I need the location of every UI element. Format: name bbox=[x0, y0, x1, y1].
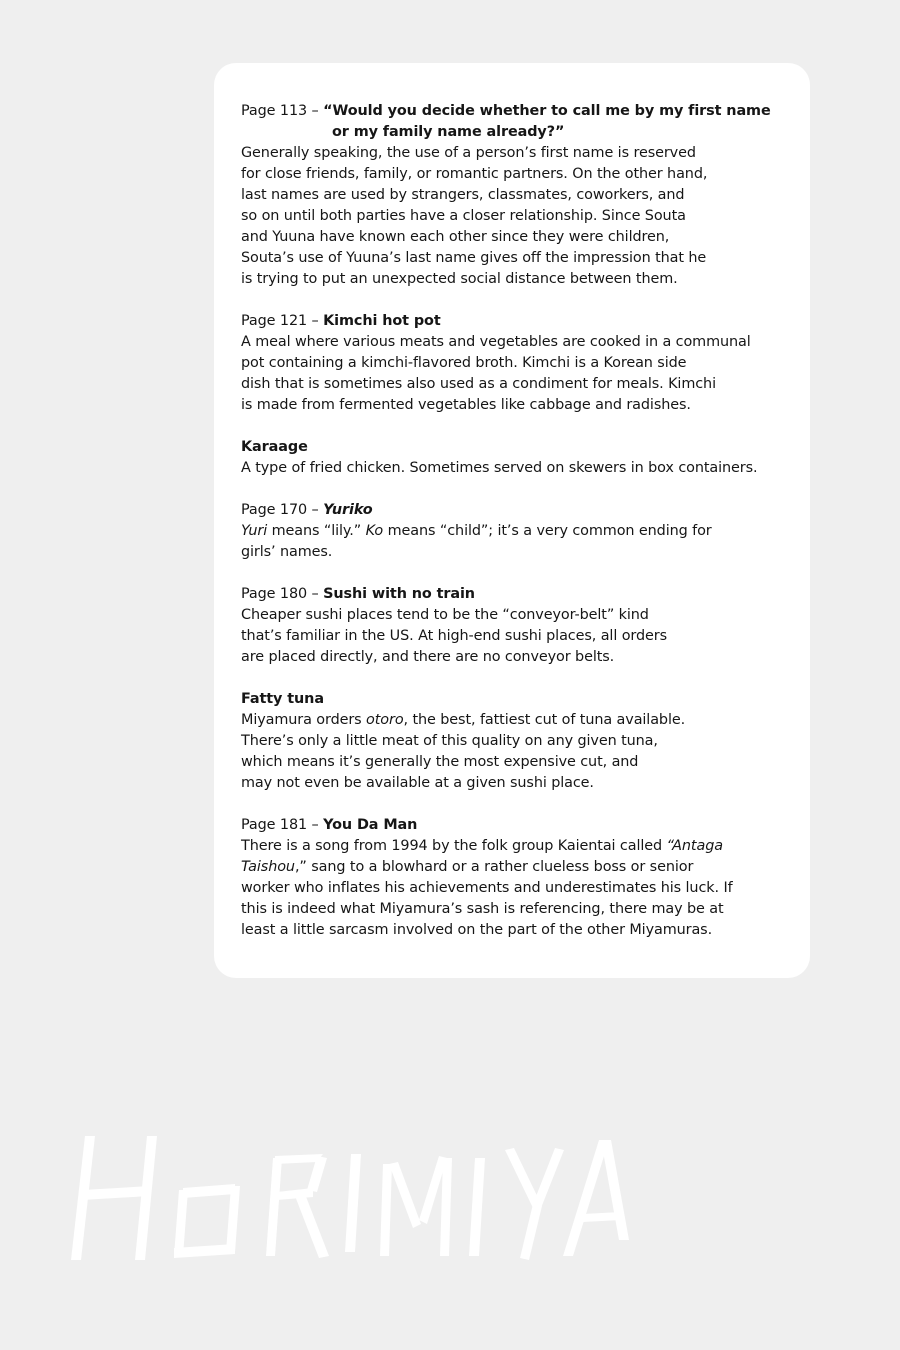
note-line: dish that is sometimes also used as a condiment for meals. Kimchi bbox=[241, 376, 716, 392]
note-line: A type of fried chicken. Sometimes served on skewers in box containers. bbox=[241, 460, 758, 476]
term-ko: Ko bbox=[365, 523, 384, 539]
note-line: this is indeed what Miyamura’s sash is referencing, there may be at bbox=[241, 901, 724, 917]
note-title: Yuriko bbox=[323, 502, 373, 518]
song-title: “Antaga bbox=[666, 838, 723, 854]
note-line: Cheaper sushi places tend to be the “conveyor-belt” kind bbox=[241, 607, 649, 623]
note-line bbox=[241, 857, 786, 878]
note-text: ,” sang to a blowhard or a rather clueless boss or senior bbox=[294, 859, 694, 875]
term-yuri: Yuri bbox=[241, 523, 268, 539]
note-line bbox=[241, 836, 786, 857]
note-title: Fatty tuna bbox=[241, 691, 324, 707]
note-line: and Yuuna have known each other since they were children, bbox=[241, 229, 670, 245]
note-line: pot containing a kimchi-flavored broth. Kimchi is a Korean side bbox=[241, 355, 687, 371]
note-text: There is a song from 1994 by the folk group Kaientai called bbox=[241, 838, 667, 854]
note-line bbox=[241, 710, 786, 731]
note-line: worker who inflates his achievements and underestimates his luck. If bbox=[241, 880, 733, 896]
note-line bbox=[241, 521, 786, 542]
note-title: “Would you decide whether to call me by my first name bbox=[323, 103, 771, 119]
note-page-170 bbox=[241, 500, 786, 563]
note-page-180 bbox=[241, 584, 786, 668]
note-line: A meal where various meats and vegetables are cooked in a communal bbox=[241, 334, 751, 350]
note-text: , the best, fattiest cut of tuna available. bbox=[403, 712, 686, 728]
note-line: Souta’s use of Yuuna’s last name gives off the impression that he bbox=[241, 250, 707, 266]
note-line: Generally speaking, the use of a person’s first name is reserved bbox=[241, 145, 696, 161]
note-line: least a little sarcasm involved on the part of the other Miyamuras. bbox=[241, 922, 713, 938]
note-page-ref: Page 181 – bbox=[241, 817, 324, 833]
note-title-continued: or my family name already?” bbox=[332, 124, 565, 140]
note-heading bbox=[241, 101, 786, 122]
note-page-113 bbox=[241, 101, 786, 290]
note-heading bbox=[241, 584, 786, 605]
note-text: Miyamura orders bbox=[241, 712, 367, 728]
note-page-ref: Page 113 – bbox=[241, 103, 324, 119]
note-line: There’s only a little meat of this quality on any given tuna, bbox=[241, 733, 658, 749]
translation-notes bbox=[241, 101, 786, 962]
note-heading bbox=[241, 815, 786, 836]
note-line: may not even be available at a given sushi place. bbox=[241, 775, 594, 791]
note-line: is trying to put an unexpected social distance between them. bbox=[241, 271, 678, 287]
note-line: last names are used by strangers, classmates, coworkers, and bbox=[241, 187, 685, 203]
note-line: for close friends, family, or romantic partners. On the other hand, bbox=[241, 166, 708, 182]
note-line: which means it’s generally the most expensive cut, and bbox=[241, 754, 639, 770]
note-heading bbox=[241, 437, 786, 458]
note-heading bbox=[241, 500, 786, 521]
note-page-121 bbox=[241, 311, 786, 416]
note-title: Sushi with no train bbox=[323, 586, 475, 602]
note-heading bbox=[241, 311, 786, 332]
horimiya-logo bbox=[55, 1128, 645, 1268]
note-title: Karaage bbox=[241, 439, 308, 455]
note-page-ref: Page 180 – bbox=[241, 586, 324, 602]
note-text: means “lily.” bbox=[267, 523, 366, 539]
note-line: that’s familiar in the US. At high-end sushi places, all orders bbox=[241, 628, 667, 644]
note-page-ref: Page 170 – bbox=[241, 502, 324, 518]
note-line: so on until both parties have a closer relationship. Since Souta bbox=[241, 208, 686, 224]
song-title: Taishou bbox=[241, 859, 295, 875]
note-line: girls’ names. bbox=[241, 544, 333, 560]
note-line: are placed directly, and there are no conveyor belts. bbox=[241, 649, 615, 665]
note-title: Kimchi hot pot bbox=[323, 313, 441, 329]
note-line: is made from fermented vegetables like cabbage and radishes. bbox=[241, 397, 691, 413]
note-page-ref: Page 121 – bbox=[241, 313, 324, 329]
note-title: You Da Man bbox=[323, 817, 418, 833]
term-otoro: otoro bbox=[366, 712, 404, 728]
note-karaage bbox=[241, 437, 786, 479]
note-page-181 bbox=[241, 815, 786, 941]
note-heading bbox=[241, 689, 786, 710]
note-text: means “child”; it’s a very common ending for bbox=[383, 523, 712, 539]
note-fatty-tuna bbox=[241, 689, 786, 794]
